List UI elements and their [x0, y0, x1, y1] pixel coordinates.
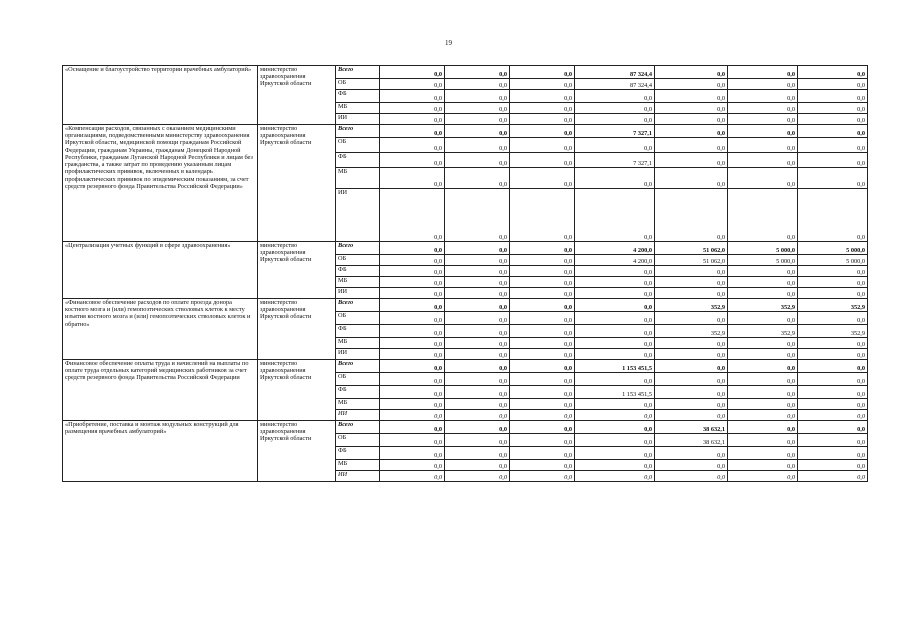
amount-cell: 0,0 — [445, 66, 510, 79]
amount-cell: 0,0 — [798, 434, 868, 447]
amount-cell: 0,0 — [445, 277, 510, 288]
amount-cell: 0,0 — [728, 125, 798, 138]
amount-cell: 0,0 — [728, 434, 798, 447]
amount-cell: 0,0 — [728, 373, 798, 386]
amount-cell: 0,0 — [655, 373, 728, 386]
amount-cell: 0,0 — [380, 421, 445, 434]
amount-cell: 1 153 451,5 — [575, 360, 655, 373]
amount-cell: 0,0 — [510, 66, 575, 79]
event-name-cell: «Финансовое обеспечение расходов по оплате проезда донора костного мозга и (или) гемопоэтических стволовых клеток к месту изъятия костного мозга и (или) гемопоэтических стволовых клеток и обратно» — [63, 299, 258, 360]
amount-cell: 38 632,1 — [655, 421, 728, 434]
amount-cell: 0,0 — [798, 338, 868, 349]
amount-cell: 4 200,0 — [575, 255, 655, 266]
amount-cell: 0,0 — [380, 299, 445, 312]
amount-cell: 0,0 — [510, 153, 575, 168]
funding-source-cell: МБ — [336, 277, 380, 288]
amount-cell: 0,0 — [380, 434, 445, 447]
amount-cell: 0,0 — [655, 168, 728, 189]
amount-cell: 5 000,0 — [798, 255, 868, 266]
amount-cell: 0,0 — [655, 386, 728, 399]
amount-cell: 0,0 — [575, 288, 655, 299]
amount-cell: 0,0 — [798, 288, 868, 299]
amount-cell: 0,0 — [728, 79, 798, 90]
amount-cell: 0,0 — [798, 125, 868, 138]
funding-source-cell: ОБ — [336, 312, 380, 325]
funding-source-cell: ОБ — [336, 373, 380, 386]
amount-cell: 0,0 — [510, 373, 575, 386]
amount-cell: 0,0 — [380, 153, 445, 168]
amount-cell: 0,0 — [510, 299, 575, 312]
amount-cell: 0,0 — [798, 349, 868, 360]
amount-cell: 0,0 — [575, 168, 655, 189]
amount-cell: 0,0 — [798, 373, 868, 386]
amount-cell: 87 324,4 — [575, 66, 655, 79]
amount-cell: 0,0 — [510, 360, 575, 373]
amount-cell: 0,0 — [510, 90, 575, 103]
amount-cell: 0,0 — [380, 125, 445, 138]
amount-cell: 7 327,1 — [575, 125, 655, 138]
amount-cell: 0,0 — [655, 79, 728, 90]
amount-cell: 0,0 — [728, 338, 798, 349]
amount-cell: 0,0 — [798, 447, 868, 460]
amount-cell: 0,0 — [575, 447, 655, 460]
amount-cell: 0,0 — [728, 277, 798, 288]
amount-cell: 0,0 — [655, 138, 728, 153]
funding-source-cell: МБ — [336, 460, 380, 471]
amount-cell: 0,0 — [728, 66, 798, 79]
funding-source-cell: ИИ — [336, 114, 380, 125]
amount-cell: 0,0 — [445, 125, 510, 138]
amount-cell: 0,0 — [655, 410, 728, 421]
amount-cell: 0,0 — [655, 114, 728, 125]
amount-cell: 0,0 — [380, 349, 445, 360]
event-name-cell: «Централизация учетных функций в сфере здравоохранения» — [63, 242, 258, 299]
table-row — [63, 360, 868, 373]
amount-cell: 0,0 — [575, 349, 655, 360]
amount-cell: 0,0 — [728, 90, 798, 103]
amount-cell: 5 000,0 — [798, 242, 868, 255]
amount-cell: 0,0 — [798, 399, 868, 410]
amount-cell: 0,0 — [575, 373, 655, 386]
amount-cell: 0,0 — [575, 399, 655, 410]
amount-cell: 0,0 — [380, 266, 445, 277]
amount-cell: 0,0 — [380, 79, 445, 90]
amount-cell: 0,0 — [445, 312, 510, 325]
amount-cell: 0,0 — [445, 299, 510, 312]
responsible-agency-cell: министерство здравоохранения Иркутской области — [258, 360, 336, 421]
amount-cell: 0,0 — [445, 138, 510, 153]
amount-cell: 0,0 — [510, 266, 575, 277]
amount-cell: 0,0 — [510, 138, 575, 153]
amount-cell: 0,0 — [510, 386, 575, 399]
amount-cell: 0,0 — [575, 434, 655, 447]
amount-cell: 0,0 — [380, 386, 445, 399]
amount-cell: 0,0 — [575, 103, 655, 114]
amount-cell: 0,0 — [728, 168, 798, 189]
amount-cell: 0,0 — [798, 114, 868, 125]
responsible-agency-cell: министерство здравоохранения Иркутской области — [258, 66, 336, 125]
funding-source-cell: ИИ — [336, 471, 380, 482]
amount-cell: 0,0 — [655, 338, 728, 349]
funding-source-cell: Всего — [336, 242, 380, 255]
amount-cell: 0,0 — [728, 460, 798, 471]
amount-cell: 0,0 — [510, 312, 575, 325]
amount-cell: 352,9 — [655, 325, 728, 338]
funding-source-cell: ФБ — [336, 325, 380, 338]
funding-source-cell: Всего — [336, 299, 380, 312]
amount-cell: 0,0 — [380, 277, 445, 288]
funding-source-cell: ИИ — [336, 288, 380, 299]
amount-cell: 0,0 — [445, 90, 510, 103]
amount-cell: 0,0 — [655, 266, 728, 277]
amount-cell: 0,0 — [728, 114, 798, 125]
amount-cell: 0,0 — [380, 138, 445, 153]
event-name-cell: «Приобретение, поставка и монтаж модульных конструкций для размещения врачебных амбулаторий» — [63, 421, 258, 482]
amount-cell: 0,0 — [728, 189, 798, 242]
amount-cell: 0,0 — [380, 471, 445, 482]
funding-source-cell: МБ — [336, 103, 380, 114]
amount-cell: 0,0 — [575, 138, 655, 153]
amount-cell: 0,0 — [575, 338, 655, 349]
amount-cell: 0,0 — [655, 349, 728, 360]
amount-cell: 0,0 — [445, 373, 510, 386]
amount-cell: 0,0 — [510, 189, 575, 242]
amount-cell: 0,0 — [655, 103, 728, 114]
amount-cell: 0,0 — [445, 288, 510, 299]
amount-cell: 0,0 — [445, 349, 510, 360]
amount-cell: 0,0 — [380, 168, 445, 189]
amount-cell: 352,9 — [655, 299, 728, 312]
amount-cell: 0,0 — [575, 410, 655, 421]
amount-cell: 0,0 — [510, 471, 575, 482]
amount-cell: 0,0 — [655, 288, 728, 299]
amount-cell: 0,0 — [655, 471, 728, 482]
amount-cell: 0,0 — [798, 471, 868, 482]
funding-source-cell: ИИ — [336, 189, 380, 242]
amount-cell: 0,0 — [798, 410, 868, 421]
amount-cell: 0,0 — [798, 312, 868, 325]
amount-cell: 0,0 — [380, 399, 445, 410]
amount-cell: 0,0 — [728, 399, 798, 410]
amount-cell: 0,0 — [655, 277, 728, 288]
amount-cell: 0,0 — [798, 460, 868, 471]
amount-cell: 0,0 — [728, 386, 798, 399]
table-row — [63, 299, 868, 312]
funding-source-cell: ОБ — [336, 255, 380, 266]
amount-cell: 0,0 — [445, 325, 510, 338]
amount-cell: 0,0 — [575, 277, 655, 288]
amount-cell: 0,0 — [445, 189, 510, 242]
responsible-agency-cell: министерство здравоохранения Иркутской области — [258, 242, 336, 299]
responsible-agency-cell: министерство здравоохранения Иркутской области — [258, 125, 336, 242]
amount-cell: 0,0 — [445, 360, 510, 373]
funding-source-cell: ОБ — [336, 138, 380, 153]
amount-cell: 0,0 — [798, 266, 868, 277]
amount-cell: 0,0 — [575, 90, 655, 103]
table-body — [63, 66, 868, 482]
event-name-cell: «Оснащение и благоустройство территории врачебных амбулаторий» — [63, 66, 258, 125]
amount-cell: 0,0 — [655, 312, 728, 325]
amount-cell: 0,0 — [445, 114, 510, 125]
amount-cell: 0,0 — [655, 189, 728, 242]
funding-source-cell: Всего — [336, 421, 380, 434]
amount-cell: 0,0 — [728, 447, 798, 460]
amount-cell: 0,0 — [445, 399, 510, 410]
amount-cell: 0,0 — [380, 114, 445, 125]
amount-cell: 0,0 — [510, 421, 575, 434]
amount-cell: 0,0 — [655, 153, 728, 168]
funding-source-cell: Всего — [336, 125, 380, 138]
amount-cell: 0,0 — [445, 266, 510, 277]
amount-cell: 0,0 — [380, 410, 445, 421]
amount-cell: 0,0 — [510, 460, 575, 471]
funding-source-cell: МБ — [336, 338, 380, 349]
amount-cell: 0,0 — [510, 288, 575, 299]
amount-cell: 0,0 — [445, 447, 510, 460]
amount-cell: 0,0 — [380, 373, 445, 386]
amount-cell: 0,0 — [655, 360, 728, 373]
amount-cell: 0,0 — [798, 153, 868, 168]
amount-cell: 5 000,0 — [728, 242, 798, 255]
amount-cell: 0,0 — [798, 360, 868, 373]
amount-cell: 0,0 — [445, 338, 510, 349]
amount-cell: 87 324,4 — [575, 79, 655, 90]
amount-cell: 0,0 — [728, 349, 798, 360]
amount-cell: 7 327,1 — [575, 153, 655, 168]
amount-cell: 51 062,0 — [655, 255, 728, 266]
amount-cell: 0,0 — [380, 66, 445, 79]
funding-source-cell: ФБ — [336, 266, 380, 277]
amount-cell: 0,0 — [728, 153, 798, 168]
amount-cell: 0,0 — [798, 189, 868, 242]
amount-cell: 0,0 — [380, 360, 445, 373]
amount-cell: 0,0 — [445, 168, 510, 189]
table-row — [63, 242, 868, 255]
amount-cell: 0,0 — [655, 66, 728, 79]
amount-cell: 0,0 — [728, 138, 798, 153]
amount-cell: 0,0 — [798, 79, 868, 90]
funding-source-cell: ФБ — [336, 447, 380, 460]
page-number: 19 — [445, 39, 452, 47]
table-row — [63, 66, 868, 79]
amount-cell: 0,0 — [380, 447, 445, 460]
amount-cell: 0,0 — [510, 255, 575, 266]
amount-cell: 352,9 — [798, 299, 868, 312]
amount-cell: 0,0 — [380, 460, 445, 471]
amount-cell: 0,0 — [380, 103, 445, 114]
event-name-cell: «Компенсация расходов, связанных с оказанием медицинскими организациями, подведомственными министерству здравоохранения Иркутской области, медицинской помощи гражданам Российской Федерации, гражданам Украины, гражданам Донецкой Народной Республики, гражданам Луганской Народной Республики и лицам без гражданства, а также затрат по проведению указанным лицам профилактических прививок, включенных в календарь профилактических прививок по эпидемическим показаниям, за счет средств резервного фонда Правительства Российской Федерации» — [63, 125, 258, 242]
amount-cell: 5 000,0 — [728, 255, 798, 266]
amount-cell: 0,0 — [575, 471, 655, 482]
amount-cell: 51 062,0 — [655, 242, 728, 255]
amount-cell: 0,0 — [510, 277, 575, 288]
amount-cell: 0,0 — [510, 349, 575, 360]
amount-cell: 0,0 — [728, 421, 798, 434]
amount-cell: 0,0 — [575, 312, 655, 325]
amount-cell: 0,0 — [575, 460, 655, 471]
amount-cell: 0,0 — [575, 421, 655, 434]
amount-cell: 0,0 — [728, 471, 798, 482]
amount-cell: 0,0 — [510, 447, 575, 460]
amount-cell: 0,0 — [728, 288, 798, 299]
amount-cell: 0,0 — [445, 79, 510, 90]
amount-cell: 0,0 — [510, 125, 575, 138]
amount-cell: 0,0 — [575, 325, 655, 338]
amount-cell: 0,0 — [798, 421, 868, 434]
responsible-agency-cell: министерство здравоохранения Иркутской области — [258, 299, 336, 360]
amount-cell: 0,0 — [655, 90, 728, 103]
amount-cell: 0,0 — [380, 312, 445, 325]
funding-source-cell: ОБ — [336, 434, 380, 447]
amount-cell: 0,0 — [798, 90, 868, 103]
amount-cell: 0,0 — [798, 66, 868, 79]
amount-cell: 0,0 — [510, 168, 575, 189]
amount-cell: 0,0 — [380, 255, 445, 266]
funding-source-cell: Всего — [336, 66, 380, 79]
amount-cell: 0,0 — [445, 460, 510, 471]
funding-source-cell: Всего — [336, 360, 380, 373]
amount-cell: 0,0 — [510, 434, 575, 447]
table-row — [63, 421, 868, 434]
amount-cell: 0,0 — [728, 312, 798, 325]
amount-cell: 0,0 — [510, 325, 575, 338]
amount-cell: 0,0 — [510, 338, 575, 349]
funding-source-cell: ОБ — [336, 79, 380, 90]
amount-cell: 0,0 — [728, 266, 798, 277]
amount-cell: 0,0 — [575, 299, 655, 312]
amount-cell: 0,0 — [510, 79, 575, 90]
amount-cell: 0,0 — [445, 103, 510, 114]
funding-source-cell: МБ — [336, 399, 380, 410]
amount-cell: 0,0 — [798, 138, 868, 153]
amount-cell: 0,0 — [380, 338, 445, 349]
funding-source-cell: ФБ — [336, 386, 380, 399]
amount-cell: 0,0 — [380, 90, 445, 103]
amount-cell: 0,0 — [575, 114, 655, 125]
amount-cell: 0,0 — [575, 189, 655, 242]
amount-cell: 0,0 — [728, 410, 798, 421]
amount-cell: 0,0 — [575, 266, 655, 277]
amount-cell: 0,0 — [798, 168, 868, 189]
amount-cell: 0,0 — [510, 103, 575, 114]
amount-cell: 0,0 — [445, 434, 510, 447]
amount-cell: 352,9 — [728, 299, 798, 312]
amount-cell: 0,0 — [655, 399, 728, 410]
amount-cell: 0,0 — [380, 189, 445, 242]
amount-cell: 0,0 — [380, 325, 445, 338]
amount-cell: 0,0 — [380, 288, 445, 299]
table-row — [63, 125, 868, 138]
amount-cell: 0,0 — [445, 242, 510, 255]
funding-source-cell: МБ — [336, 168, 380, 189]
funding-source-cell: ИИ — [336, 410, 380, 421]
amount-cell: 0,0 — [380, 242, 445, 255]
amount-cell: 0,0 — [445, 153, 510, 168]
funding-source-cell: ФБ — [336, 90, 380, 103]
amount-cell: 38 632,1 — [655, 434, 728, 447]
amount-cell: 0,0 — [655, 125, 728, 138]
amount-cell: 0,0 — [445, 386, 510, 399]
amount-cell: 0,0 — [445, 471, 510, 482]
responsible-agency-cell: министерство здравоохранения Иркутской области — [258, 421, 336, 482]
amount-cell: 4 200,0 — [575, 242, 655, 255]
amount-cell: 352,9 — [798, 325, 868, 338]
budget-table — [62, 65, 868, 482]
amount-cell: 0,0 — [728, 103, 798, 114]
funding-source-cell: ФБ — [336, 153, 380, 168]
amount-cell: 0,0 — [445, 255, 510, 266]
amount-cell: 0,0 — [655, 447, 728, 460]
amount-cell: 352,9 — [728, 325, 798, 338]
amount-cell: 0,0 — [510, 410, 575, 421]
amount-cell: 0,0 — [655, 460, 728, 471]
amount-cell: 0,0 — [510, 242, 575, 255]
amount-cell: 0,0 — [798, 103, 868, 114]
amount-cell: 0,0 — [510, 114, 575, 125]
amount-cell: 0,0 — [510, 399, 575, 410]
amount-cell: 0,0 — [728, 360, 798, 373]
amount-cell: 0,0 — [798, 386, 868, 399]
funding-source-cell: ИИ — [336, 349, 380, 360]
amount-cell: 1 153 451,5 — [575, 386, 655, 399]
amount-cell: 0,0 — [445, 421, 510, 434]
event-name-cell: Финансовое обеспечение оплаты труда и начислений на выплаты по оплате труда отдельных категорий медицинских работников за счет средств резервного фонда Правительства Российской Федерации — [63, 360, 258, 421]
amount-cell: 0,0 — [445, 410, 510, 421]
amount-cell: 0,0 — [798, 277, 868, 288]
